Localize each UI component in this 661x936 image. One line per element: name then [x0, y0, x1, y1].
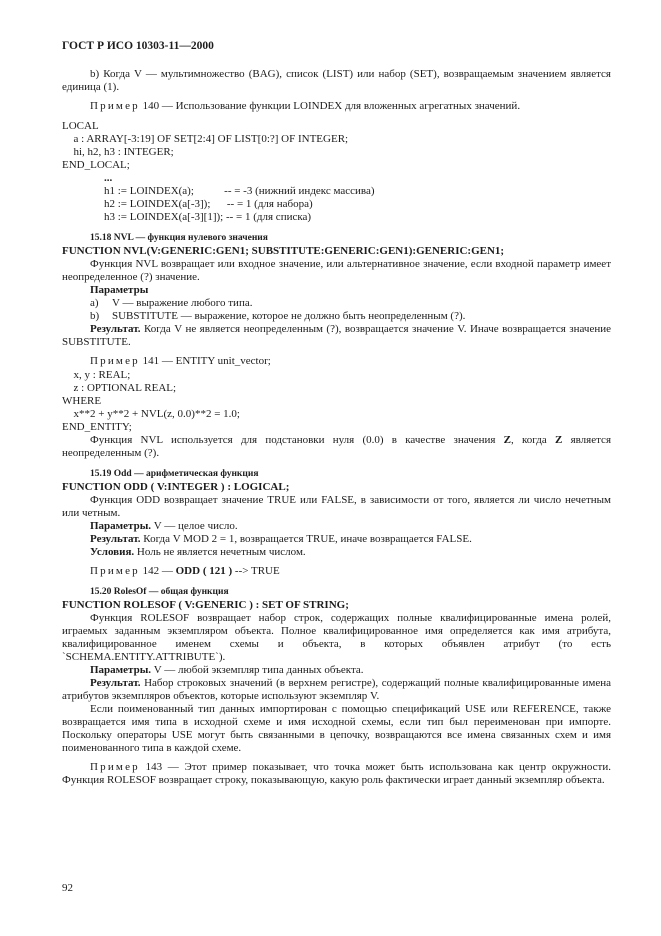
- code-line: h2 := LOINDEX(a[-3]); -- = 1 (для набора): [93, 198, 313, 210]
- result-paragraph: Результат. Набор строковых значений (в верхнем регистре), содержащий полные квалифицированные имена атрибутов экземпляров объектов, которые используют экземпляр V.: [62, 677, 611, 702]
- section-description: Функция ODD возвращает значение TRUE или FALSE, в зависимости от того, является ли число нечетным или четным.: [62, 494, 611, 519]
- section-title-15-20: 15.20 RolesOf — общая функция: [90, 587, 229, 597]
- code-line: END_ENTITY;: [62, 421, 132, 433]
- params-paragraph: Параметры. V — целое число.: [90, 520, 238, 532]
- result-paragraph: Результат. Когда V не является неопределенным (?), возвращается значение V. Иначе возвращается значение SUBSTITUTE.: [62, 323, 612, 348]
- function-declaration-nvl: FUNCTION NVL(V:GENERIC:GEN1; SUBSTITUTE:GENERIC:GEN1):GENERIC:GEN1;: [62, 245, 505, 257]
- example-label: Пример: [90, 355, 140, 367]
- example-label: Пример: [90, 761, 140, 773]
- code-line: END_LOCAL;: [62, 159, 130, 171]
- code-line: h1 := LOINDEX(a); -- = -3 (нижний индекс массива): [93, 185, 375, 197]
- section-title-15-19: 15.19 Odd — арифметическая функция: [90, 469, 259, 479]
- nvl-usage-note: Функция NVL используется для подстановки нуля (0.0) в качестве значения Z, когда Z является неопределенным (?).: [62, 434, 611, 459]
- example-143: [62, 761, 611, 787]
- code-line: x**2 + y**2 + NVL(z, 0.0)**2 = 1.0;: [68, 408, 240, 420]
- params-paragraph: Параметры. V — любой экземпляр типа данных объекта.: [90, 664, 364, 676]
- code-line: LOCAL: [62, 120, 99, 132]
- code-line: WHERE: [62, 395, 102, 407]
- code-line: x, y : REAL;: [68, 369, 131, 381]
- section-title-15-18: 15.18 NVL — функция нулевого значения: [90, 233, 268, 243]
- section-description: Функция NVL возвращает или входное значение, или альтернативное значение, если входной параметр имеет неопределенное (?) значение.: [62, 258, 611, 283]
- example-label: Пример: [90, 100, 140, 112]
- code-line: ...: [93, 172, 113, 184]
- example-text: 141 — ENTITY unit_vector;: [142, 355, 271, 367]
- code-example-140: [62, 120, 611, 224]
- example-text: 140 — Использование функции LOINDEX для вложенных агрегатных значений.: [142, 100, 521, 112]
- param-item-b: b) SUBSTITUTE — выражение, которое не должно быть неопределенным (?).: [90, 310, 466, 322]
- page-number: 92: [62, 882, 73, 894]
- function-declaration-odd: FUNCTION ODD ( V:INTEGER ) : LOGICAL;: [62, 481, 290, 493]
- example-140: [62, 100, 611, 113]
- para-b-item: b) Когда V — мультимножество (BAG), список (LIST) или набор (SET), возвращаемым значением является единица (1).: [62, 68, 611, 93]
- document-header: ГОСТ Р ИСО 10303-11—2000: [62, 40, 214, 52]
- function-declaration-rolesof: FUNCTION ROLESOF ( V:GENERIC ) : SET OF STRING;: [62, 599, 349, 611]
- code-line: h3 := LOINDEX(a[-3][1]); -- = 1 (для списка): [93, 211, 312, 223]
- import-paragraph: Если поименованный тип данных импортирован с помощью спецификаций USE или REFERENCE, также возвращается имя типа в исходной схеме и имя исходной схемы, если тип был переименован при импорте. Поскольку операторы USE могут быть связанными в цепочку, возвращаются все имена связанных схем и имя поименованного типа в каждой схеме.: [62, 703, 611, 754]
- param-item-a: a) V — выражение любого типа.: [90, 297, 253, 309]
- code-line: a : ARRAY[-3:19] OF SET[2:4] OF LIST[0:?] OF INTEGER;: [68, 133, 349, 145]
- example-label: Пример: [90, 565, 140, 577]
- section-description: Функция ROLESOF возвращает набор строк, содержащих полные квалифицированные имена ролей, играемых заданным экземпляром объекта. Полное квалифицированное имя определяется как имя атрибута, квалифицированное именем схемы и объекта, в которых объявлен атрибут (то есть `SCHEMA.ENTITY.ATTRIBUTE`).: [62, 612, 611, 663]
- example-text: 143 — Этот пример показывает, что точка может быть использована как центр окружности. Функция ROLESOF возвращает строку, показывающую, какую роль фактически играет данный экземпляр объекта.: [62, 761, 611, 786]
- params-header: Параметры: [90, 284, 149, 296]
- code-line: hi, h2, h3 : INTEGER;: [68, 146, 174, 158]
- conditions-paragraph: Условия. Ноль не является нечетным числом.: [90, 546, 306, 558]
- code-line: z : OPTIONAL REAL;: [68, 382, 177, 394]
- result-paragraph: Результат. Когда V MOD 2 = 1, возвращается TRUE, иначе возвращается FALSE.: [90, 533, 472, 545]
- code-example-141: [62, 369, 611, 434]
- example-141: [62, 355, 611, 368]
- example-142: Пример 142 — ODD ( 121 ) --> TRUE: [90, 565, 280, 577]
